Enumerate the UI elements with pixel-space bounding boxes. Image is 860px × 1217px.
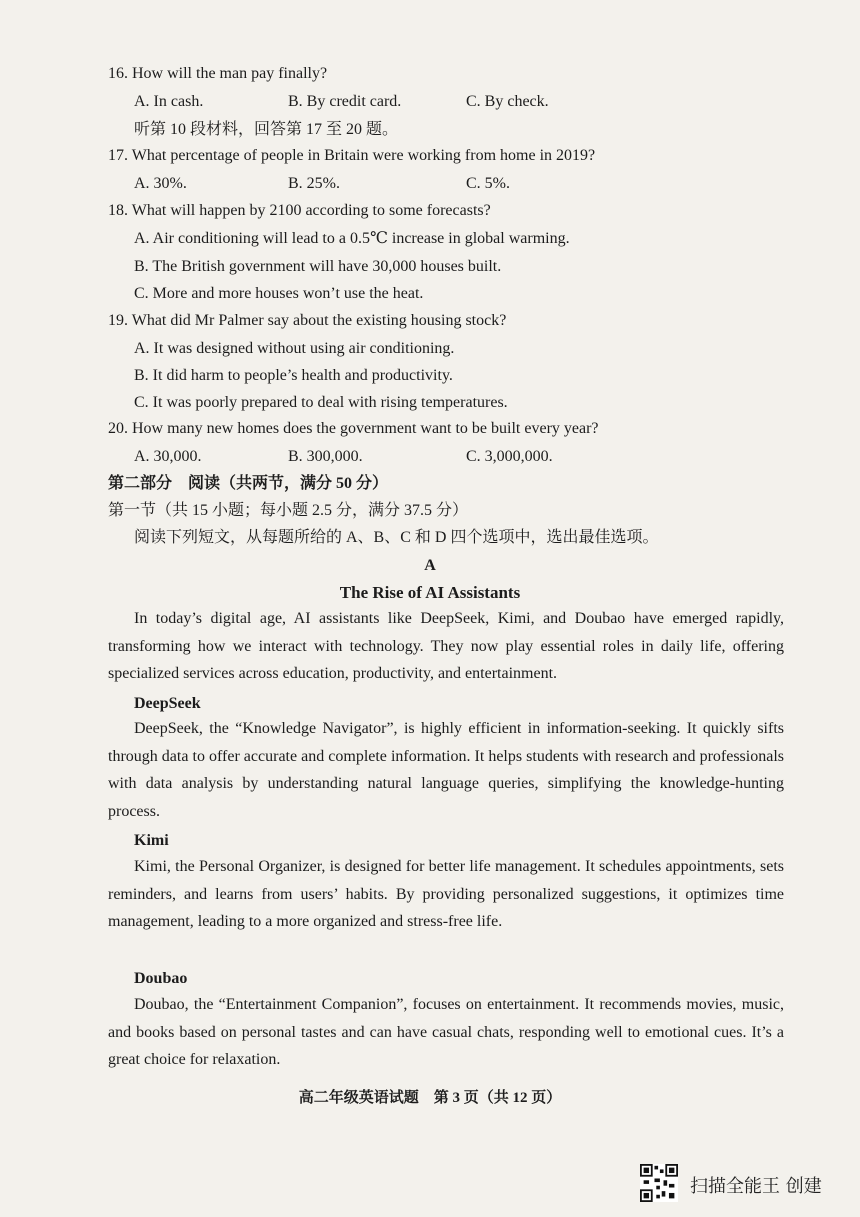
option-b: B. 300,000. (288, 448, 363, 465)
section-heading-deepseek: DeepSeek (134, 695, 201, 712)
section-body-doubao (108, 991, 784, 1074)
listening-instruction: 听第 10 段材料，回答第 17 至 20 题。 (134, 121, 399, 138)
option-a: A. Air conditioning will lead to a 0.5℃ increase in global warming. (134, 230, 570, 247)
section-body-deepseek-text: DeepSeek, the “Knowledge Navigator”, is highly efficient in information-seeking. It quickly sifts through data to offer accurate and complete information. It helps students with research and professionals with data analysis by understanding natural language queries, simplifying the knowledge-hunting process. (108, 720, 784, 820)
option-c: C. 5%. (466, 175, 510, 192)
question-18-stem: 18. What will happen by 2100 according to some forecasts? (108, 202, 491, 219)
section-body-doubao-text: Doubao, the “Entertainment Companion”, focuses on entertainment. It recommends movies, music, and books based on personal tastes and can have casual chats, responding well to emotional cues. It’s a great choice for relaxation. (108, 996, 784, 1069)
option-a: A. It was designed without using air conditioning. (134, 340, 455, 357)
section-body-kimi-text: Kimi, the Personal Organizer, is designed for better life management. It schedules appointments, sets reminders, and learns from users’ habits. By providing personalized suggestions, it optimizes time management, leading to a more organized and stress-free life. (108, 858, 784, 931)
passage-intro (108, 605, 784, 688)
scanner-watermark (640, 1164, 840, 1204)
question-16-stem: 16. How will the man pay finally? (108, 65, 328, 82)
option-b: B. By credit card. (288, 93, 402, 110)
option-a: A. In cash. (134, 93, 204, 110)
option-b: B. 25%. (288, 175, 340, 192)
section-one-heading: 第一节（共 15 小题；每小题 2.5 分，满分 37.5 分） (108, 502, 469, 519)
option-c: C. By check. (466, 93, 549, 110)
question-19-stem: 19. What did Mr Palmer say about the existing housing stock? (108, 312, 507, 329)
scanner-text: 扫描全能王 创建 (690, 1176, 822, 1197)
option-b: B. The British government will have 30,000 houses built. (134, 258, 502, 275)
reading-instruction: 阅读下列短文，从每题所给的 A、B、C 和 D 四个选项中，选出最佳选项。 (134, 529, 659, 546)
option-c: C. More and more houses won’t use the heat. (134, 285, 424, 302)
qr-code-icon (640, 1164, 678, 1202)
option-b: B. It did harm to people’s health and productivity. (134, 367, 453, 384)
section-body-kimi (108, 853, 784, 936)
option-c: C. 3,000,000. (466, 448, 553, 465)
section-body-deepseek (108, 715, 784, 825)
page-footer: 高二年级英语试题 第 3 页（共 12 页） (298, 1090, 562, 1106)
section-heading-kimi: Kimi (134, 832, 169, 849)
option-c: C. It was poorly prepared to deal with rising temperatures. (134, 394, 508, 411)
passage-letter: A (424, 557, 436, 574)
question-17-stem: 17. What percentage of people in Britain were working from home in 2019? (108, 147, 596, 164)
question-20-stem: 20. How many new homes does the government want to be built every year? (108, 420, 599, 437)
option-a: A. 30,000. (134, 448, 202, 465)
part-two-heading: 第二部分 阅读（共两节，满分 50 分） (108, 475, 389, 492)
passage-intro-text: In today’s digital age, AI assistants like DeepSeek, Kimi, and Doubao have emerged rapidly, transforming how we interact with technology. They now play essential roles in daily life, offering specialized services across education, productivity, and entertainment. (108, 610, 784, 683)
passage-title: The Rise of AI Assistants (339, 583, 521, 602)
option-a: A. 30%. (134, 175, 187, 192)
section-heading-doubao: Doubao (134, 970, 188, 987)
